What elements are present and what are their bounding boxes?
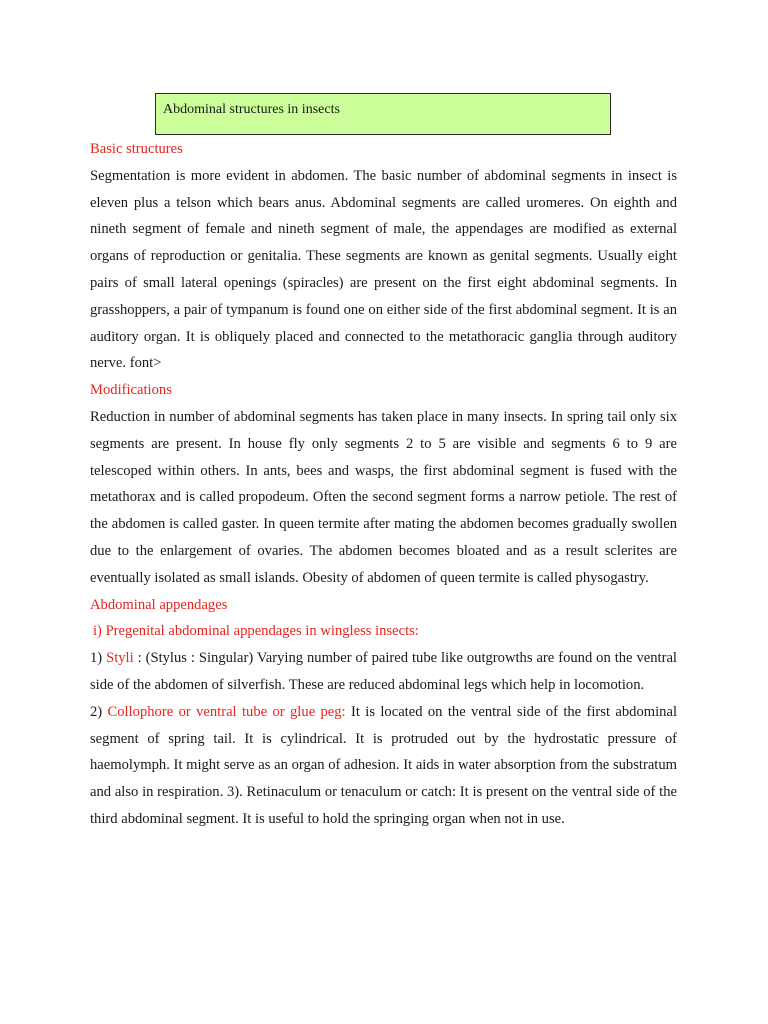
document-title: Abdominal structures in insects	[163, 102, 340, 117]
basic-structures-heading: Basic structures	[90, 141, 183, 157]
document-title-box	[155, 93, 611, 135]
collophore-number: 2)	[90, 703, 108, 720]
styli-text: : (Stylus : Singular) Varying number of paired tube like outgrowths are found on the ventral side of the abdomen of silverfish. These are reduced abdominal legs which help in locomotion.	[90, 650, 677, 693]
basic-structures-paragraph: Segmentation is more evident in abdomen. The basic number of abdominal segments in insect is eleven plus a telson which bears anus. Abdominal segments are called uromeres. On eighth and nineth segment of female and nineth segment of male, the appendages are modified as external organs of reproduction or genitalia. These segments are known as genital segments. Usually eight pairs of small lateral openings (spiracles) are present on the first eight abdominal segments. In grasshoppers, a pair of tympanum is found one on either side of the first abdominal segment. It is an auditory organ. It is obliquely placed and connected to the metathoracic ganglia through auditory nerve. font>	[90, 167, 677, 372]
styli-paragraph	[90, 645, 677, 699]
modifications-paragraph: Reduction in number of abdominal segments has taken place in many insects. In spring tail only six segments are present. In house fly only segments 2 to 5 are visible and segments 6 to 9 are telescoped within others. In ants, bees and wasps, the first abdominal segment is fused with the metathorax and is called propodeum. Often the second segment forms a narrow petiole. The rest of the abdomen is called gaster. In queen termite after mating the abdomen becomes gradually swollen due to the enlargement of ovaries. The abdomen becomes bloated and as a result sclerites are eventually isolated as small islands. Obesity of abdomen of queen termite is called physogastry.	[90, 408, 677, 586]
document-body	[90, 136, 677, 833]
modifications-heading: Modifications	[90, 382, 172, 399]
styli-number: 1)	[90, 650, 107, 667]
styli-term: Styli	[106, 650, 138, 667]
abdominal-appendages-heading: Abdominal appendages	[90, 596, 228, 613]
collophore-paragraph	[90, 699, 677, 833]
pregenital-appendages-subheading: i) Pregenital abdominal appendages in wingless insects:	[93, 623, 419, 640]
collophore-term: Collophore or ventral tube or glue peg:	[107, 703, 346, 720]
collophore-text: It is located on the ventral side of the first abdominal segment of spring tail. It is cylindrical. It is protruded out by the hydrostatic pressure of haemolymph. It might serve as an organ of adhesion. It aids in water absorption from the substratum and also in respiration. 3). Retinaculum or tenaculum or catch: It is present on the ventral side of the third abdominal segment. It is useful to hold the springing organ when not in use.	[90, 703, 678, 827]
